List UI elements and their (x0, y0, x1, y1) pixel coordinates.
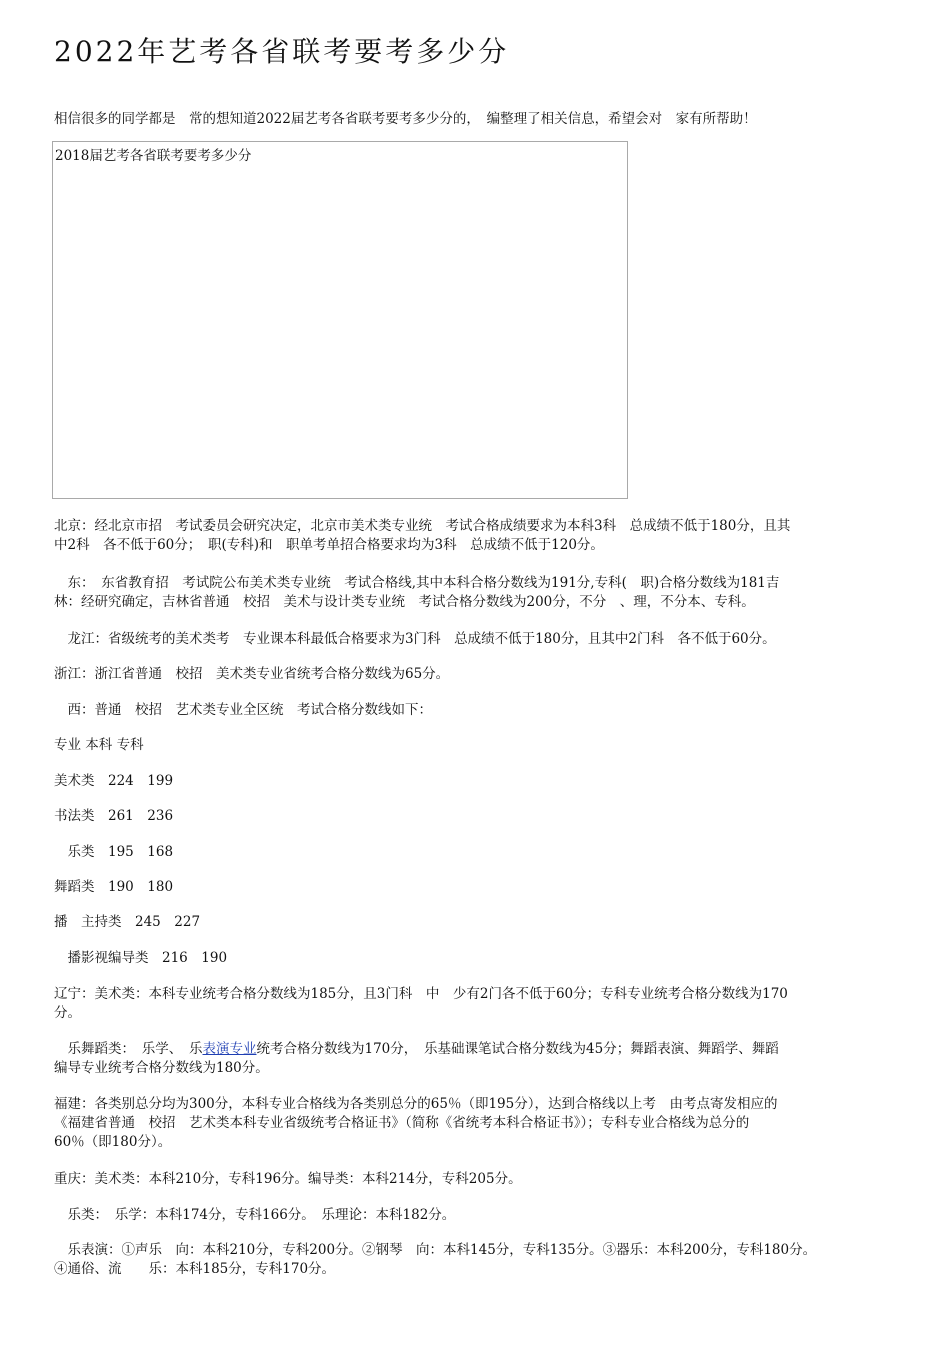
paragraph-line: 60％（即180分）。 (54, 1134, 172, 1150)
paragraph-line (54, 1040, 904, 1059)
paragraph-music-dance (54, 1040, 904, 1078)
paragraph-zhejiang: 浙江：浙江省普通 校招 美术类专业省统考合格分数线为65分。 (54, 666, 450, 682)
page-title: 2022年艺考各省联考要考多少分 (54, 35, 510, 68)
paragraph-line: 乐表演：①声乐 向：本科210分，专科200分。②钢琴 向：本科145分，专科135分。③器乐：本科200分，专科180分。 (54, 1242, 817, 1258)
image-placeholder (52, 141, 628, 499)
paragraph-shandong-jilin (54, 574, 904, 612)
paragraph-line: 编导专业统考合格分数线为180分。 (54, 1060, 269, 1076)
paragraph-liaoning (54, 985, 904, 1023)
paragraph-line: 北京：经北京市招 考试委员会研究决定，北京市美术类专业统 考试合格成绩要求为本科3科 总成绩不低于180分，且其 (54, 518, 791, 534)
paragraph-beijing (54, 517, 904, 555)
paragraph-line: ④通俗、流 乐：本科185分，专科170分。 (54, 1261, 336, 1277)
paragraph-line: 林：经研究确定，吉林省普通 校招 美术与设计类专业统 考试合格分数线为200分，不分 、理，不分本、专科。 (54, 594, 755, 610)
paragraph-fujian (54, 1095, 904, 1152)
paragraph-heilongjiang: 龙江：省级统考的美术类考 专业课本科最低合格要求为3门科 总成绩不低于180分，且其中2门科 各不低于60分。 (54, 631, 776, 647)
image-caption: 2018届艺考各省联考要考多少分 (55, 148, 252, 164)
paragraph-line: 中2科 各不低于60分； 职(专科)和 职单考单招合格要求均为3科 总成绩不低于120分。 (54, 537, 604, 553)
performance-major-link[interactable]: 表演专业 (202, 1041, 257, 1057)
paragraph-music: 乐类： 乐学：本科174分，专科166分。 乐理论：本科182分。 (54, 1207, 456, 1223)
table-row: 播影视编导类 216 190 (54, 950, 228, 966)
paragraph-text: 统考合格分数线为170分， 乐基础课笔试合格分数线为45分；舞蹈表演、舞蹈学、舞蹈 (256, 1041, 779, 1057)
paragraph-line: 分。 (54, 1005, 81, 1021)
paragraph-line: 东： 东省教育招 考试院公布美术类专业统 考试合格线,其中本科合格分数线为191分,专科( 职)合格分数线为181吉 (54, 575, 780, 591)
intro-paragraph: 相信很多的同学都是 常的想知道2022届艺考各省联考要考多少分的， 编整理了相关信息，希望会对 家有所帮助！ (54, 111, 757, 127)
table-row: 舞蹈类 190 180 (54, 879, 174, 895)
table-row: 美术类 224 199 (54, 773, 174, 789)
paragraph-chongqing: 重庆：美术类：本科210分，专科196分。编导类：本科214分，专科205分。 (54, 1171, 522, 1187)
table-row: 书法类 261 236 (54, 808, 174, 824)
paragraph-guangxi: 西：普通 校招 艺术类专业全区统 考试合格分数线如下： (54, 702, 432, 718)
paragraph-line: 《福建省普通 校招 艺术类本科专业省级统考合格证书》（简称《省统考本科合格证书》）；专科专业合格线为总分的 (54, 1115, 750, 1131)
paragraph-music-performance (54, 1241, 904, 1279)
table-row: 乐类 195 168 (54, 844, 174, 860)
paragraph-line: 辽宁：美术类：本科专业统考合格分数线为185分，且3门科 中 少有2门各不低于60分；专科专业统考合格分数线为170 (54, 986, 788, 1002)
paragraph-text: 乐舞蹈类： 乐学、 乐 (54, 1041, 203, 1057)
table-row: 播 主持类 245 227 (54, 914, 201, 930)
table-header-row: 专业 本科 专科 (54, 737, 144, 753)
paragraph-line: 福建：各类别总分均为300分，本科专业合格线为各类别总分的65％（即195分），达到合格线以上考 由考点寄发相应的 (54, 1096, 778, 1112)
